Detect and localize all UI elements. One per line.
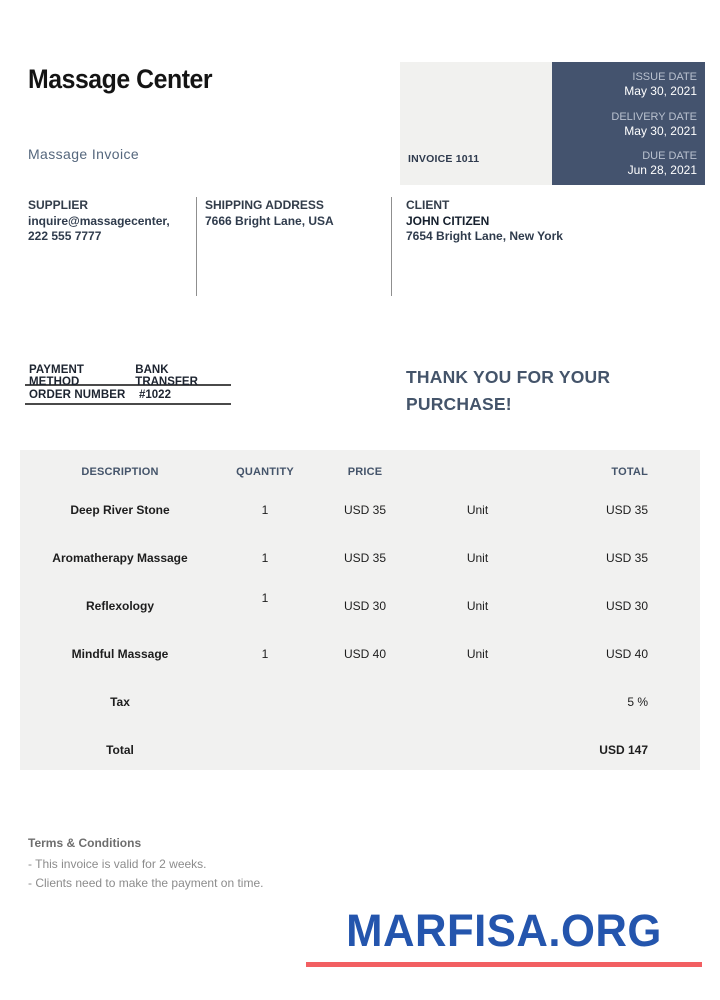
issue-date-label: ISSUE DATE: [632, 71, 697, 83]
client-label: CLIENT: [406, 198, 450, 212]
issue-date-value: May 30, 2021: [624, 84, 697, 98]
due-date-group: [558, 150, 697, 177]
order-number-label: ORDER NUMBER: [29, 388, 126, 401]
supplier-email: inquire@massagecenter,: [28, 213, 170, 228]
item-price: USD 30: [343, 599, 387, 613]
payment-details-block: [25, 363, 231, 405]
item-price: USD 40: [343, 647, 387, 661]
item-quantity: 1: [261, 591, 269, 605]
table-row: [20, 630, 700, 678]
table-row: [20, 534, 700, 582]
header-description: DESCRIPTION: [81, 466, 159, 478]
item-quantity: 1: [261, 647, 269, 661]
tax-row: [20, 678, 700, 726]
supplier-block: [28, 198, 188, 245]
logo-text: MARFISA.ORG: [346, 905, 662, 956]
item-unit: Unit: [466, 551, 489, 565]
total-row: [20, 726, 700, 774]
payment-method-value: BANK TRANSFER: [135, 363, 198, 388]
header-price: PRICE: [347, 466, 383, 478]
payment-method-label: PAYMENT METHOD: [29, 363, 85, 388]
due-date-label: DUE DATE: [642, 150, 697, 162]
terms-title: Terms & Conditions: [28, 836, 142, 850]
client-block: [406, 198, 696, 245]
issue-date-group: [558, 71, 697, 98]
thank-you-message: THANK YOU FOR YOUR PURCHASE!: [406, 367, 611, 414]
item-description: Mindful Massage: [71, 647, 169, 661]
invoice-subtitle: Massage Invoice: [28, 146, 140, 162]
supplier-phone: 222 555 7777: [28, 229, 102, 243]
header-total: TOTAL: [611, 466, 648, 478]
shipping-address-block: [205, 198, 380, 229]
company-name: Massage Center: [28, 64, 213, 94]
order-number-value: #1022: [139, 388, 171, 401]
client-name: JOHN CITIZEN: [406, 213, 490, 228]
due-date-value: Jun 28, 2021: [627, 163, 697, 177]
terms-item: - This invoice is valid for 2 weeks.: [28, 857, 207, 871]
tax-value: 5 %: [627, 695, 648, 709]
item-price: USD 35: [343, 503, 387, 517]
party-divider: [196, 197, 197, 296]
item-total: USD 40: [605, 647, 648, 661]
terms-and-conditions: [28, 836, 263, 893]
footer-logo: [302, 902, 706, 967]
item-total: USD 30: [605, 599, 648, 613]
item-description: Reflexology: [85, 599, 154, 613]
shipping-address-value: 7666 Bright Lane, USA: [205, 213, 334, 228]
logo-underline: [306, 962, 702, 967]
total-value: USD 147: [599, 743, 648, 757]
invoice-number-box: [400, 62, 552, 185]
table-row: [20, 582, 700, 630]
item-price: USD 35: [343, 551, 387, 565]
client-address: 7654 Bright Lane, New York: [406, 229, 563, 243]
payment-method-row: [25, 363, 231, 388]
item-total: USD 35: [605, 503, 648, 517]
item-unit: Unit: [466, 503, 489, 517]
terms-item: - Clients need to make the payment on time.: [28, 876, 264, 890]
total-label: Total: [106, 743, 134, 757]
item-total: USD 35: [605, 551, 648, 565]
item-quantity: 1: [261, 503, 269, 517]
shipping-address-label: SHIPPING ADDRESS: [205, 198, 324, 212]
item-description: Aromatherapy Massage: [52, 551, 188, 565]
supplier-label: SUPPLIER: [28, 198, 89, 212]
item-description: Deep River Stone: [70, 503, 170, 517]
table-header-row: [20, 458, 700, 486]
item-unit: Unit: [466, 647, 489, 661]
invoice-number: INVOICE 1011: [408, 153, 480, 165]
delivery-date-group: [558, 111, 697, 138]
item-quantity: 1: [261, 551, 269, 565]
table-row: [20, 486, 700, 534]
header-quantity: QUANTITY: [236, 466, 294, 478]
tax-label: Tax: [110, 695, 130, 709]
items-table: [20, 450, 700, 770]
party-divider: [391, 197, 392, 296]
dates-box: [552, 62, 705, 185]
order-number-row: [25, 386, 231, 405]
delivery-date-value: May 30, 2021: [624, 123, 697, 138]
delivery-date-label: DELIVERY DATE: [611, 110, 697, 123]
item-unit: Unit: [466, 599, 489, 613]
